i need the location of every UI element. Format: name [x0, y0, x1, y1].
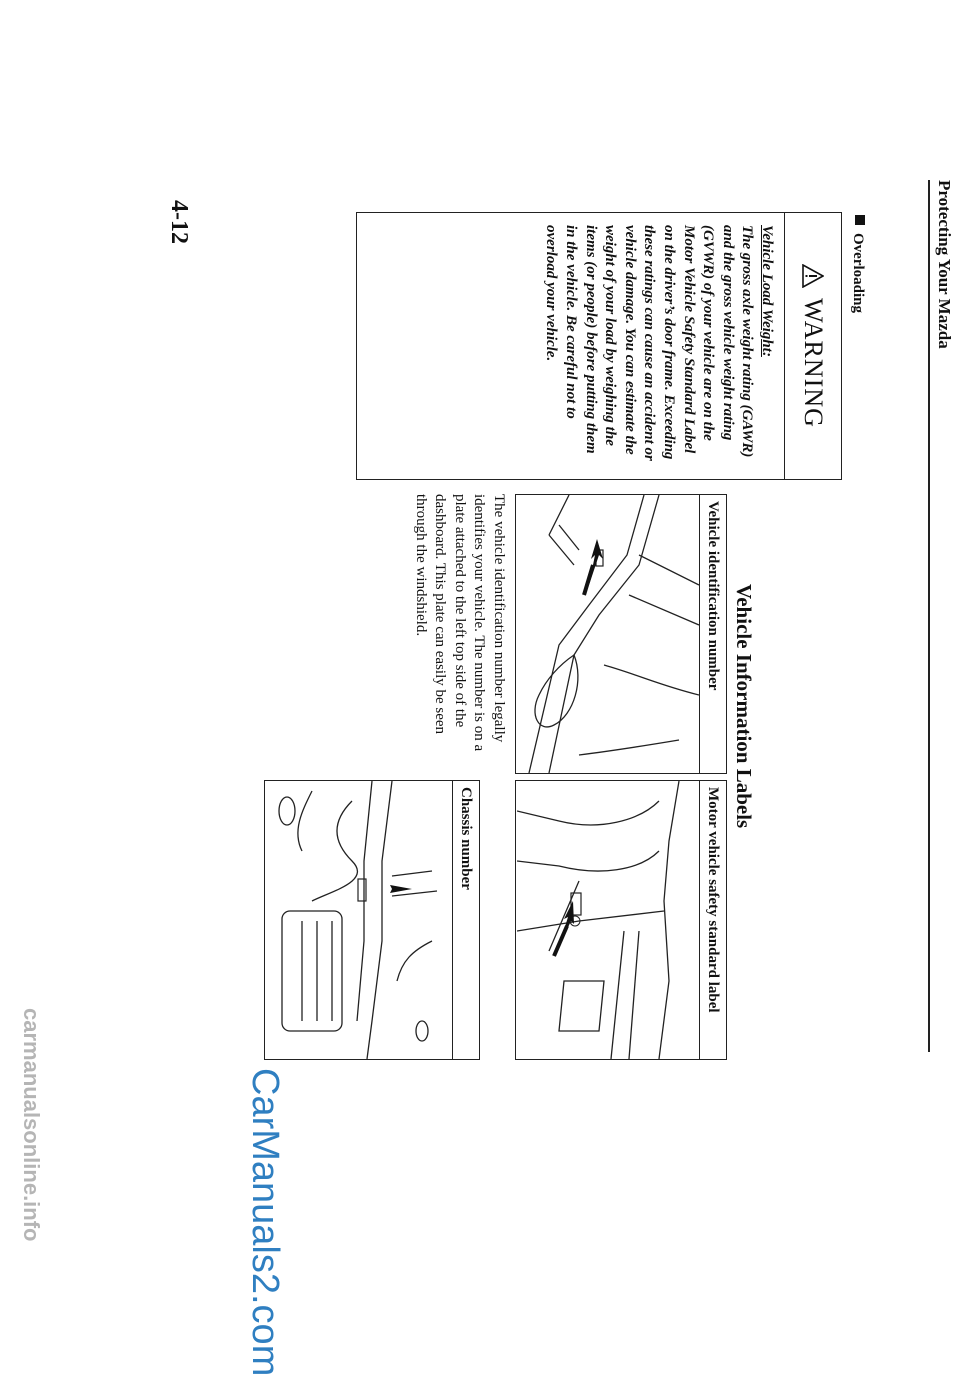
vin-dashboard-illustration	[517, 495, 699, 773]
overloading-heading	[849, 215, 866, 313]
safety-label-figure	[515, 780, 727, 1060]
warning-box	[356, 212, 842, 480]
warning-subheading: Vehicle Load Weight:	[759, 225, 775, 357]
vehicle-info-title: Vehicle Information Labels	[732, 584, 756, 829]
warning-label: WARNING	[799, 298, 828, 428]
vin-description: The vehicle identification number legally identifies your vehicle. The number is on a plate attached to the left top side of the dashboard. This plate can easily be seen through the windshield.	[412, 494, 507, 752]
warning-header	[784, 213, 841, 479]
vin-caption: Vehicle identification number	[699, 495, 726, 773]
warning-text: The gross axle weight rating (GAWR) and the gross vehicle weight rating (GVWR) of your vehicle are on the Motor Vehicle Safety Standard Label on the driver’s door frame. Exceeding these ratings can cause an accident or vehicle damage. You can estimate the weight of your load by weighing the items (or people) before putting them in the vehicle. Be careful not to overload your vehicle.	[543, 225, 756, 461]
watermark-carmanuals2: CarManuals2.com	[244, 1068, 286, 1376]
bullet-square	[855, 215, 865, 225]
vin-figure	[515, 494, 727, 774]
warning-triangle-icon	[802, 264, 824, 288]
header-rule	[928, 180, 930, 1052]
warning-body	[533, 213, 784, 479]
door-frame-illustration	[517, 781, 699, 1059]
chassis-figure	[264, 780, 480, 1060]
watermark-carmanualsonline: carmanualsonline.info	[19, 1008, 44, 1242]
section-title: Protecting Your Mazda	[935, 180, 954, 349]
chassis-caption: Chassis number	[452, 781, 479, 1059]
safety-label-caption: Motor vehicle safety standard label	[699, 781, 726, 1059]
engine-bay-illustration	[266, 781, 452, 1059]
page-number: 4-12	[166, 200, 192, 244]
overloading-heading-text: Overloading	[850, 233, 866, 314]
